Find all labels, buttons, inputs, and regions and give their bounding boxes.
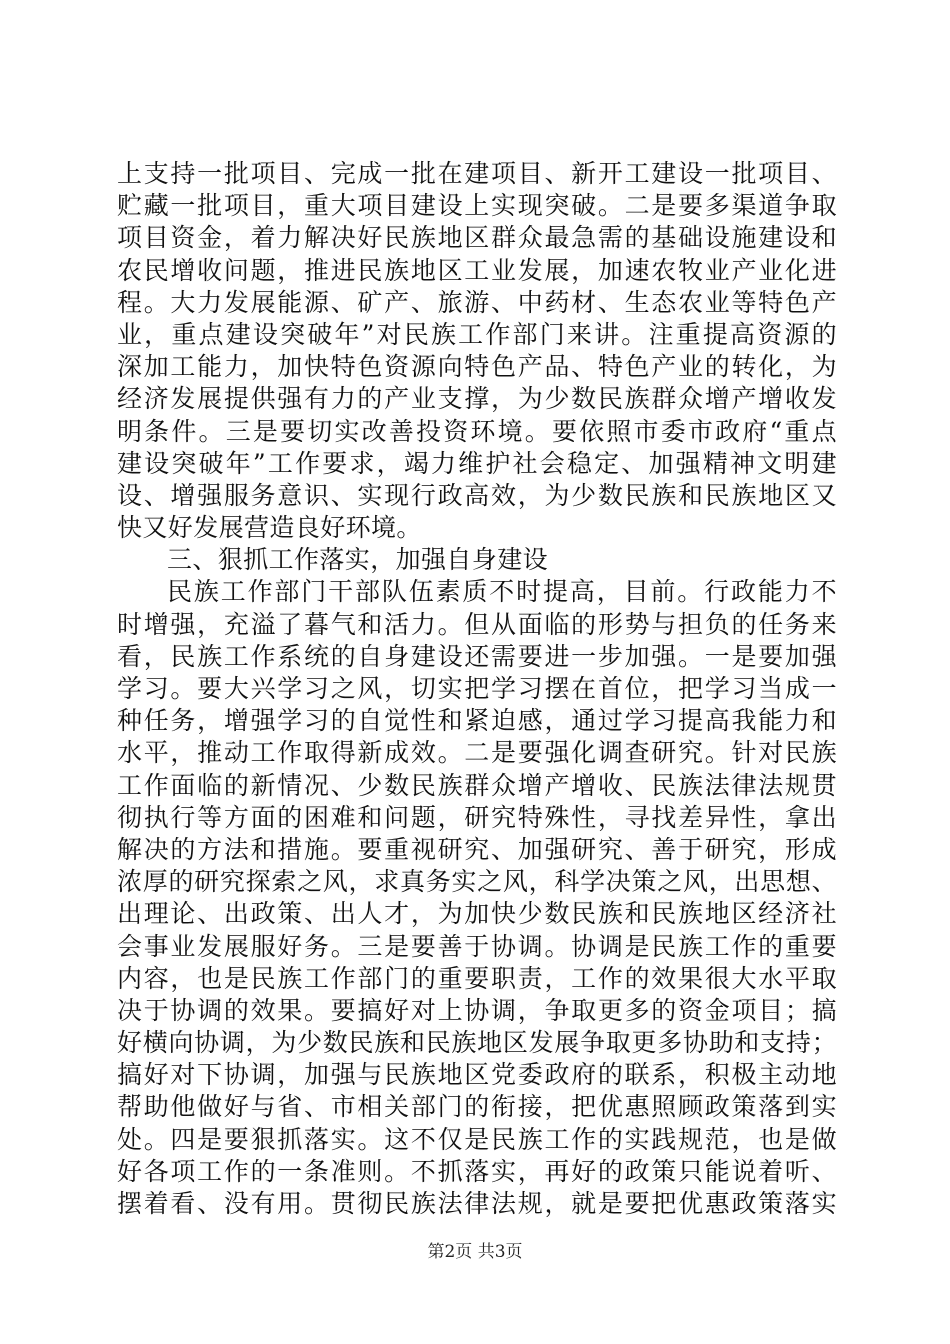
- text-line: 搞好对下协调，加强与民族地区党委政府的联系，积极主动地: [117, 1060, 837, 1090]
- text-line: 决于协调的效果。要搞好对上协调，争取更多的资金项目；搞: [117, 995, 837, 1025]
- text-line: 程。大力发展能源、矿产、旅游、中药材、生态农业等特色产: [117, 287, 837, 317]
- text-line: 深加工能力，加快特色资源向特色产品、特色产业的转化，为: [117, 352, 837, 382]
- text-line: 解决的方法和措施。要重视研究、加强研究、善于研究，形成: [117, 834, 837, 864]
- text-line: 出理论、出政策、出人才，为加快少数民族和民族地区经济社: [117, 899, 837, 929]
- text-line: 彻执行等方面的困难和问题，研究特殊性，寻找差异性，拿出: [117, 802, 837, 832]
- text-line: 会事业发展服好务。三是要善于协调。协调是民族工作的重要: [117, 931, 837, 961]
- text-line: 上支持一批项目、完成一批在建项目、新开工建设一批项目、: [117, 159, 837, 188]
- text-line: 农民增收问题，推进民族地区工业发展，加速农牧业产业化进: [117, 255, 837, 285]
- text-line: 处。四是要狠抓落实。这不仅是民族工作的实践规范，也是做: [117, 1124, 837, 1154]
- page-footer: [0, 1240, 950, 1264]
- text-line: 时增强，充溢了暮气和活力。但从面临的形势与担负的任务来: [117, 609, 837, 639]
- text-line: 看，民族工作系统的自身建设还需要进一步加强。一是要加强: [117, 641, 837, 671]
- page-number: 第2页 共3页: [427, 1242, 523, 1262]
- text-line: 浓厚的研究探索之风，求真务实之风，科学决策之风，出思想、: [117, 867, 837, 897]
- text-line: 项目资金，着力解决好民族地区群众最急需的基础设施建设和: [117, 223, 837, 253]
- text-line: 明条件。三是要切实改善投资环境。要依照市委市政府“重点: [117, 416, 837, 446]
- text-line: 设、增强服务意识、实现行政高效，为少数民族和民族地区又: [117, 480, 837, 510]
- text-line: 摆着看、没有用。贯彻民族法律法规，就是要把优惠政策落实: [117, 1189, 837, 1218]
- text-line: 好横向协调，为少数民族和民族地区发展争取更多协助和支持；: [117, 1028, 837, 1058]
- text-line: 快又好发展营造良好环境。: [117, 513, 422, 543]
- text-line: 工作面临的新情况、少数民族群众增产增收、民族法律法规贯: [117, 770, 837, 800]
- document-body: [117, 158, 837, 1220]
- text-line: 经济发展提供强有力的产业支撑，为少数民族群众增产增收发: [117, 384, 837, 414]
- text-line: 种任务，增强学习的自觉性和紧迫感，通过学习提高我能力和: [117, 706, 837, 736]
- text-line: 建设突破年”工作要求，竭力维护社会稳定、加强精神文明建: [117, 448, 837, 478]
- text-line: 贮藏一批项目，重大项目建设上实现突破。二是要多渠道争取: [117, 191, 837, 221]
- text-line: 帮助他做好与省、市相关部门的衔接，把优惠照顾政策落到实: [117, 1092, 837, 1122]
- text-line: 学习。要大兴学习之风，切实把学习摆在首位，把学习当成一: [117, 674, 837, 703]
- section-heading: 三、狠抓工作落实，加强自身建设: [167, 545, 549, 575]
- text-line: 好各项工作的一条准则。不抓落实，再好的政策只能说着听、: [117, 1156, 837, 1186]
- text-line: 内容，也是民族工作部门的重要职责，工作的效果很大水平取: [117, 963, 837, 993]
- text-line: 业，重点建设突破年”对民族工作部门来讲。注重提高资源的: [117, 319, 837, 349]
- text-line: 民族工作部门干部队伍素质不时提高，目前。行政能力不: [167, 577, 837, 607]
- text-line: 水平，推动工作取得新成效。二是要强化调查研究。针对民族: [117, 738, 837, 768]
